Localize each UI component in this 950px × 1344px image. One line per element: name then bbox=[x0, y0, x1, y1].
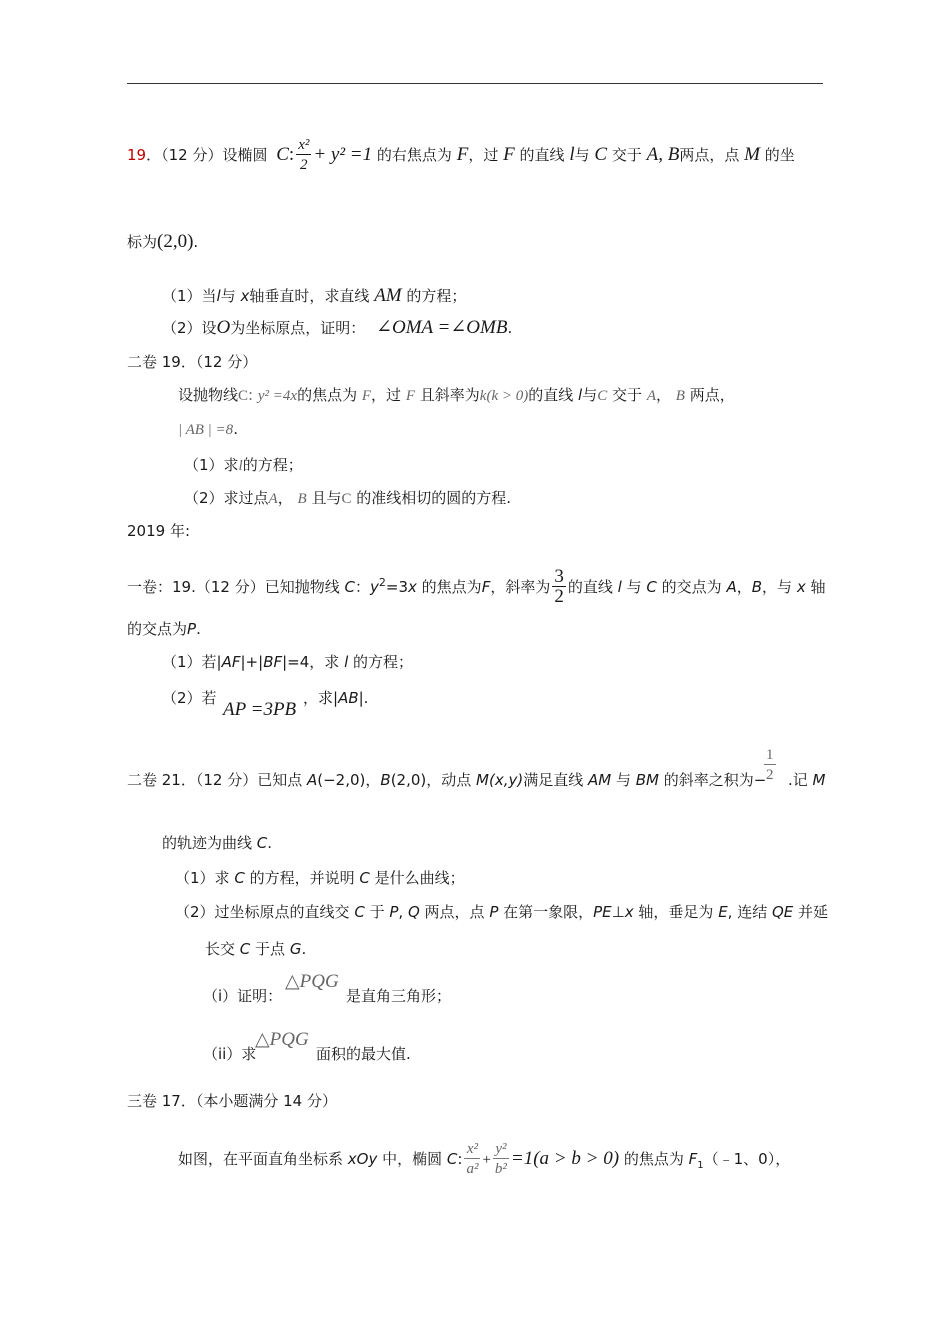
paper2-19-q2: （2）求过点A， B 且与C 的准线相切的圆的方程. bbox=[184, 489, 512, 507]
paper1-19-line1: 一卷：19.（12 分）已知抛物线 C：$y^2=3x$ 的焦点为F，斜率为 $\frac{3}{2}$ 的直线 l 与 C 的交点为 A，B，与 x 轴 bbox=[127, 566, 826, 607]
paper2-21-qii: （ii）求 bbox=[203, 1045, 257, 1063]
paper1-19-line2: 的交点为P. bbox=[127, 620, 201, 638]
header-rule bbox=[127, 83, 823, 84]
paper2-21-q2: （2）过坐标原点的直线交 C 于 P, Q 两点，点 P 在第一象限，PE⊥x 轴，垂足为 E, 连结 QE 并延 bbox=[175, 903, 829, 921]
paper2-21-line2: 的轨迹为曲线 C. bbox=[162, 834, 273, 852]
slope-fraction: $\frac{3}{2}$ bbox=[554, 566, 564, 607]
paper2-21-line1-tail: .记 M bbox=[788, 771, 826, 789]
paper2-19-line2: | AB | =8. bbox=[178, 420, 238, 438]
q19-fraction: $\frac{\text{x²}}{2}$ bbox=[298, 137, 310, 173]
paper2-19-header: 二卷 19．（12 分） bbox=[127, 353, 258, 371]
paper2-19-q1: （1）求l的方程； bbox=[184, 456, 303, 474]
paper2-21-q1: （1）求 C 的方程，并说明 C 是什么曲线； bbox=[175, 869, 465, 887]
paper2-21-fraction: $\frac{1}{2}$ bbox=[766, 747, 774, 783]
year-label: 2019 年: bbox=[127, 522, 190, 540]
paper1-19-q2-tail: ，求|AB|. bbox=[303, 689, 369, 707]
q19-line2: 标为(2,0). bbox=[127, 231, 199, 252]
paper3-17-header: 三卷 17．（本小题满分 14 分） bbox=[127, 1092, 337, 1110]
paper2-19-line1: 设抛物线C: y² =4x的焦点为 F，过 F 且斜率为k(k > 0)的直线 l与C 交于 A， B 两点， bbox=[178, 386, 735, 404]
paper2-21-qi-triangle: △PQG bbox=[285, 971, 339, 992]
paper2-21-qi-tail: 是直角三角形； bbox=[346, 987, 452, 1005]
paper2-21-q2-line2: 长交 C 于点 G. bbox=[205, 940, 307, 958]
q19-number: 19 bbox=[127, 146, 147, 164]
paper2-21-line1: 二卷 21．（12 分）已知点 A(−2,0)，B(2,0)，动点 M(x,y)满足直线 AM 与 BM 的斜率之积为− bbox=[127, 771, 767, 789]
ellipse-fraction-x: $\frac{\text{x²}}{\text{a²}}$ bbox=[466, 1141, 479, 1177]
paper1-19-q2-eq: AP =3PB bbox=[223, 699, 297, 720]
q19-part2: （2）设O为坐标原点，证明： ∠OMA =∠OMB. bbox=[162, 317, 513, 338]
paper2-21-qii-tail: 面积的最大值. bbox=[316, 1045, 411, 1063]
paper2-21-qi: （i）证明： bbox=[203, 987, 283, 1005]
ellipse-fraction-y: $\frac{\text{y²}}{\text{b²}}$ bbox=[494, 1141, 507, 1177]
q19-part1: （1）当l与 x轴垂直时，求直线 AM 的方程； bbox=[162, 285, 467, 306]
paper3-17-line1: 如图，在平面直角坐标系 xOy 中，椭圆 C: $\frac{\text{x²}}{\text{a²}}$ + $\frac{\text{y²}}{\text{b²}}$ =1(a > b > 0) 的焦点为 $F_1(﹣1$、0）， bbox=[178, 1141, 791, 1177]
q19-line1: 19．（12 分）设椭圆 C: $\frac{\text{x²}}{2}$ + y² =1 的右焦点为 F，过 F 的直线 l与 C 交于 A, B两点，点 M 的坐 bbox=[127, 137, 795, 173]
paper1-19-q2: （2）若 bbox=[162, 689, 217, 707]
paper1-19-q1: （1）若|AF|+|BF|=4，求 l 的方程； bbox=[162, 653, 414, 671]
paper2-21-qii-triangle: △PQG bbox=[255, 1029, 309, 1050]
